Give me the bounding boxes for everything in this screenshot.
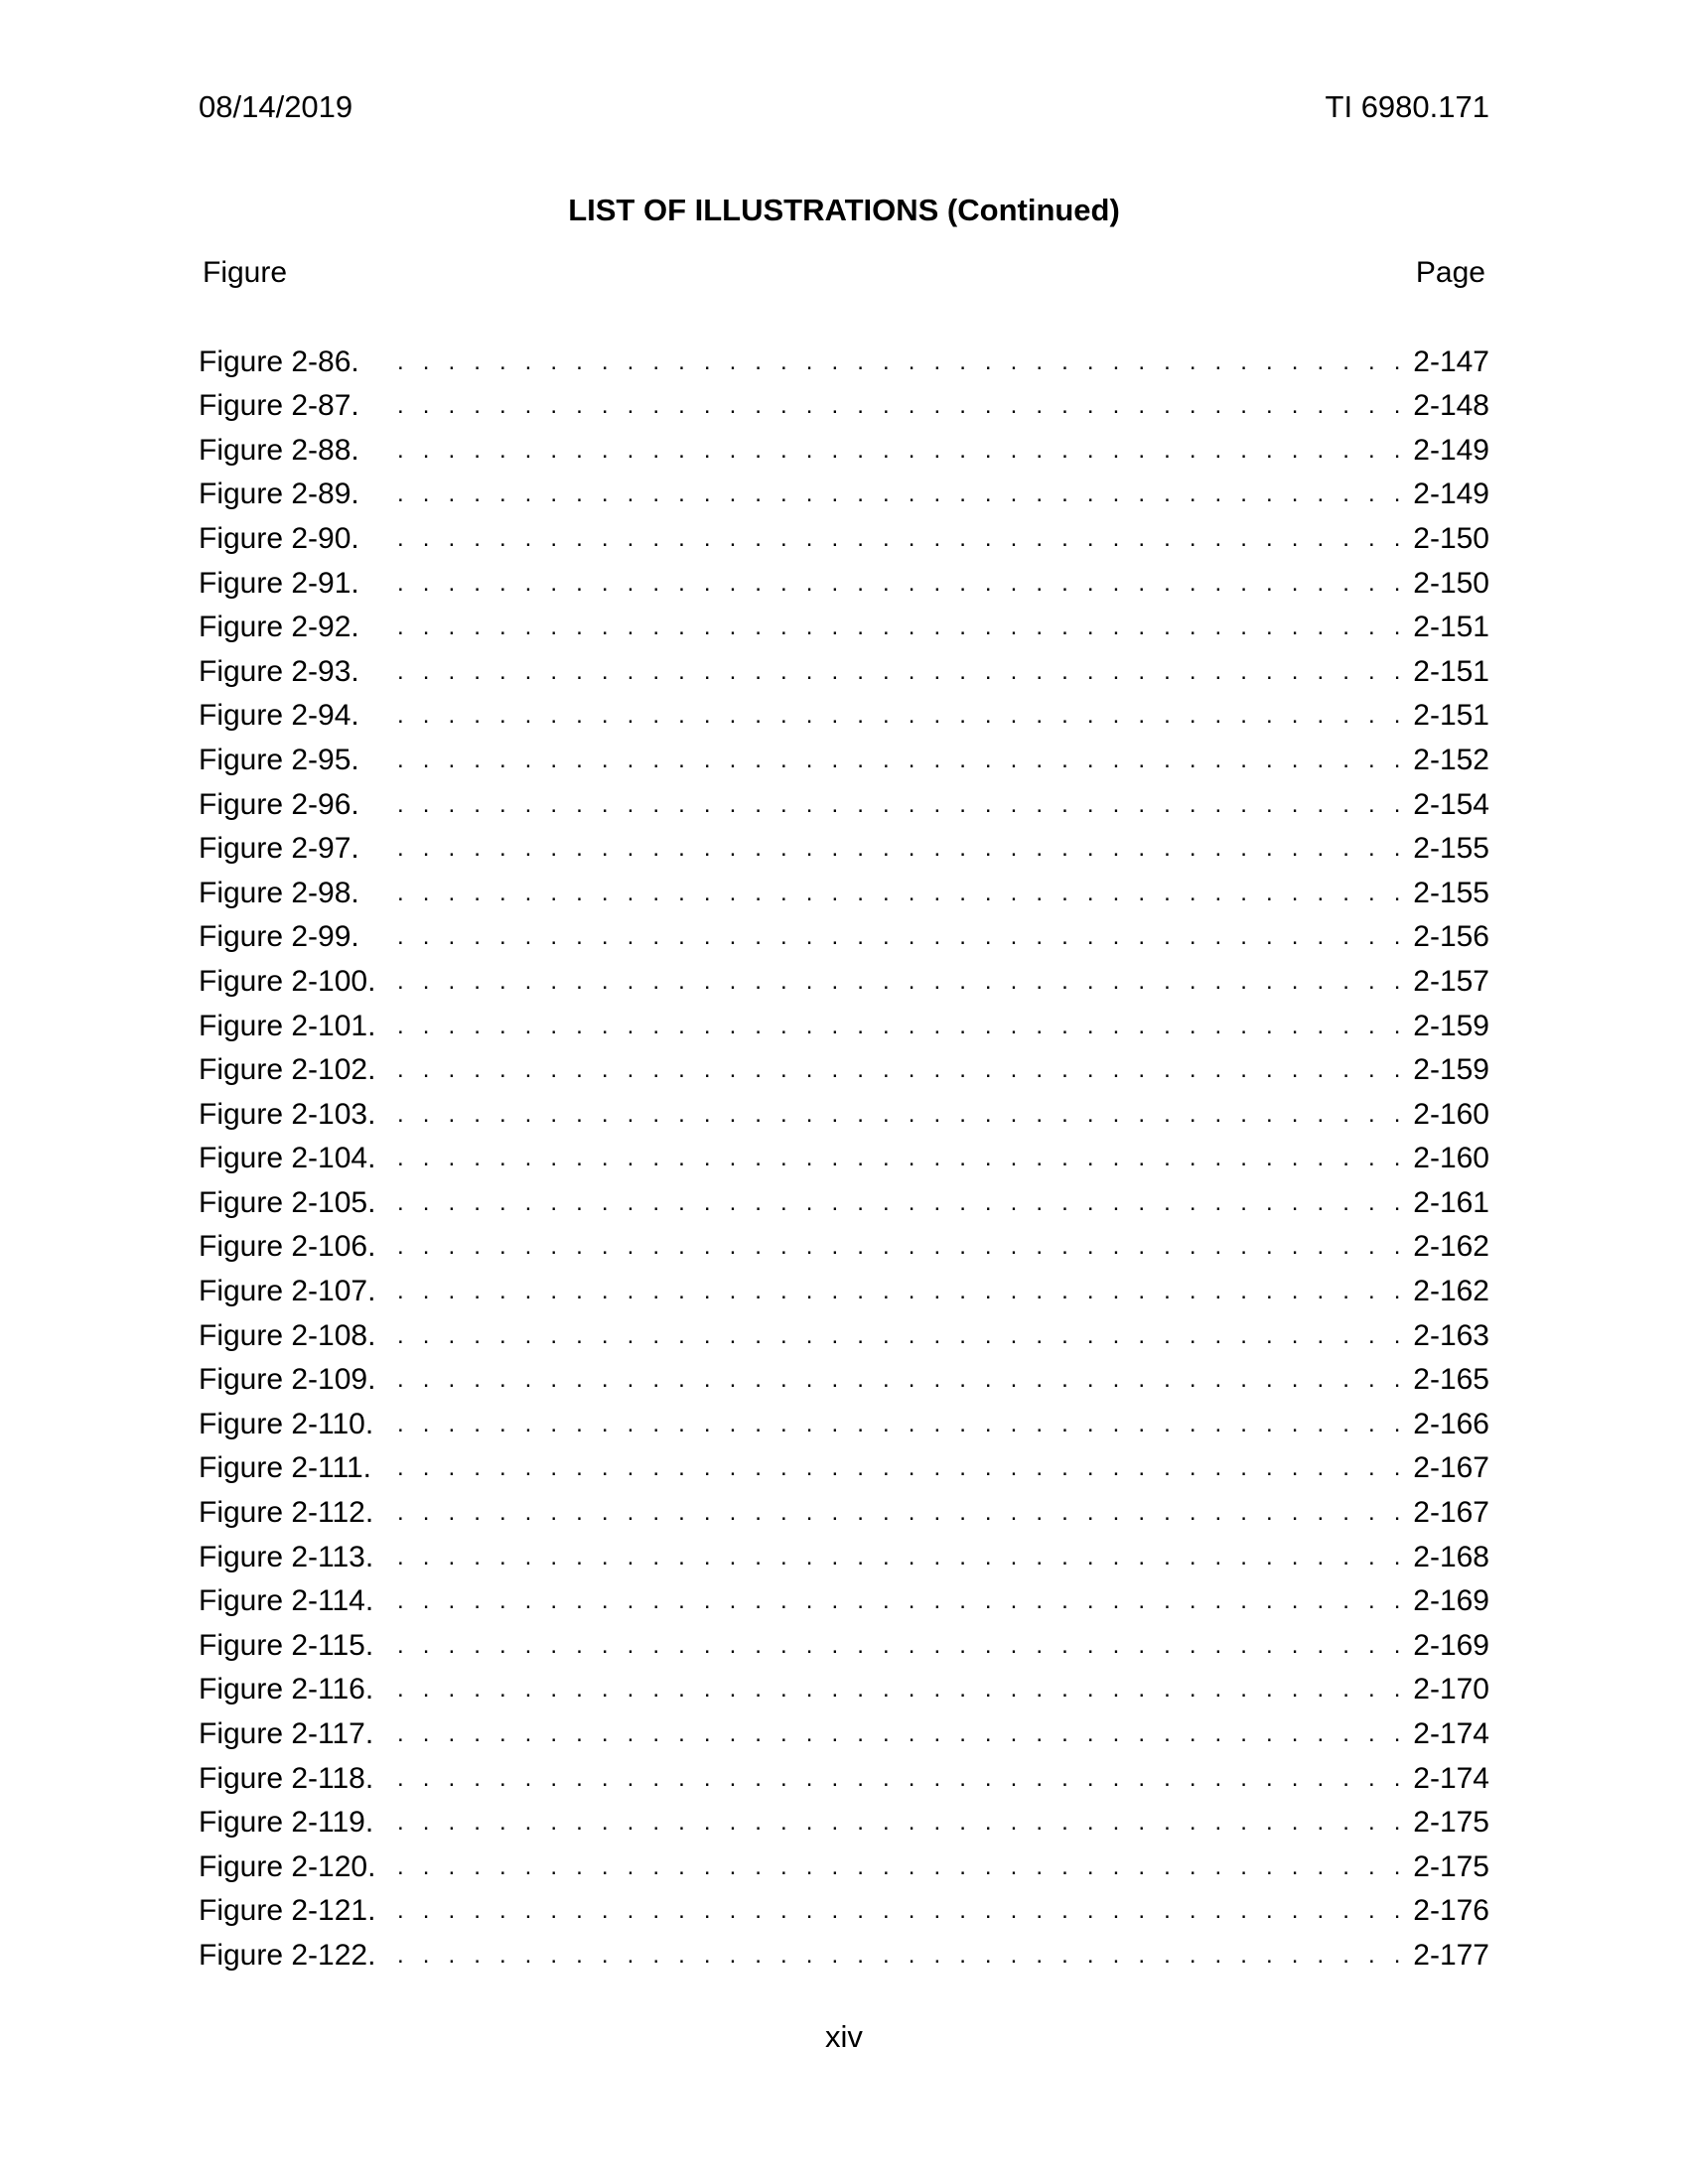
figure-label: Figure 2-94.: [199, 699, 359, 733]
figure-label: Figure 2-104.: [199, 1142, 376, 1175]
dot-leader: [397, 342, 1411, 382]
dot-leader: [397, 1847, 1411, 1887]
figure-page-ref: 2-163: [1413, 1318, 1489, 1352]
list-item: [199, 780, 1489, 825]
figure-page-ref: 2-162: [1413, 1230, 1489, 1264]
dot-leader: [397, 1626, 1411, 1666]
list-item: [199, 957, 1489, 1002]
dot-leader: [397, 1670, 1411, 1709]
figure-label: Figure 2-89.: [199, 478, 359, 511]
header-date: 08/14/2019: [199, 89, 353, 124]
figure-label: Figure 2-86.: [199, 344, 359, 378]
list-item: [199, 913, 1489, 958]
figure-label: Figure 2-111.: [199, 1451, 371, 1485]
figure-page-ref: 2-168: [1413, 1540, 1489, 1573]
dot-leader: [397, 1448, 1411, 1488]
figure-label: Figure 2-87.: [199, 389, 359, 423]
figure-label: Figure 2-105.: [199, 1185, 376, 1219]
figure-label: Figure 2-100.: [199, 964, 376, 998]
list-item: [199, 869, 1489, 913]
figure-label: Figure 2-112.: [199, 1496, 374, 1530]
dot-leader: [397, 1891, 1411, 1931]
figure-page-ref: 2-166: [1413, 1407, 1489, 1440]
figure-column-heading: Figure: [203, 256, 288, 289]
figure-label: Figure 2-114.: [199, 1584, 374, 1618]
figure-label: Figure 2-106.: [199, 1230, 376, 1264]
list-item: [199, 736, 1489, 780]
list-item: [199, 514, 1489, 559]
page-header: [199, 87, 1489, 127]
figure-label: Figure 2-121.: [199, 1894, 376, 1928]
figure-label: Figure 2-103.: [199, 1097, 376, 1131]
figure-page-ref: 2-174: [1413, 1761, 1489, 1795]
list-item: [199, 1754, 1489, 1799]
dot-leader: [397, 386, 1411, 426]
dot-leader: [397, 1183, 1411, 1223]
figure-page-ref: 2-162: [1413, 1275, 1489, 1308]
list-item: [199, 1621, 1489, 1666]
figure-label: Figure 2-92.: [199, 611, 359, 644]
figure-page-ref: 2-167: [1413, 1496, 1489, 1530]
figure-label: Figure 2-90.: [199, 521, 359, 555]
dot-leader: [397, 785, 1411, 825]
dot-leader: [397, 1272, 1411, 1311]
figure-label: Figure 2-110.: [199, 1407, 374, 1440]
figure-label: Figure 2-101.: [199, 1009, 376, 1042]
list-item: [199, 1887, 1489, 1932]
list-item: [199, 1267, 1489, 1311]
figure-page-ref: 2-155: [1413, 876, 1489, 909]
list-item: [199, 692, 1489, 737]
figure-page-ref: 2-176: [1413, 1894, 1489, 1928]
figure-label: Figure 2-93.: [199, 654, 359, 688]
figure-page-ref: 2-155: [1413, 832, 1489, 866]
dot-leader: [397, 1139, 1411, 1178]
list-item: [199, 1666, 1489, 1710]
figure-page-ref: 2-151: [1413, 699, 1489, 733]
figure-label: Figure 2-117.: [199, 1717, 374, 1750]
figure-label: Figure 2-98.: [199, 876, 359, 909]
list-item: [199, 1488, 1489, 1533]
dot-leader: [397, 1316, 1411, 1356]
figure-page-ref: 2-148: [1413, 389, 1489, 423]
list-item: [199, 1090, 1489, 1135]
figure-page-ref: 2-169: [1413, 1628, 1489, 1662]
figure-page-ref: 2-149: [1413, 433, 1489, 467]
list-item: [199, 1135, 1489, 1179]
figure-label: Figure 2-120.: [199, 1849, 376, 1883]
dot-leader: [397, 1007, 1411, 1046]
list-item: [199, 1577, 1489, 1622]
figure-label: Figure 2-99.: [199, 920, 359, 954]
list-item: [199, 1444, 1489, 1489]
figure-label: Figure 2-96.: [199, 787, 359, 821]
figure-label: Figure 2-97.: [199, 832, 359, 866]
figure-page-ref: 2-150: [1413, 521, 1489, 555]
figure-page-ref: 2-160: [1413, 1097, 1489, 1131]
dot-leader: [397, 741, 1411, 780]
figure-label: Figure 2-95.: [199, 743, 359, 776]
figure-page-ref: 2-147: [1413, 344, 1489, 378]
dot-leader: [397, 431, 1411, 471]
list-item: [199, 1931, 1489, 1976]
figure-label: Figure 2-91.: [199, 566, 359, 600]
dot-leader: [397, 1095, 1411, 1135]
dot-leader: [397, 1493, 1411, 1533]
list-item: [199, 1223, 1489, 1268]
figure-page-ref: 2-149: [1413, 478, 1489, 511]
list-item: [199, 1400, 1489, 1444]
page-column-heading: Page: [1415, 256, 1485, 289]
dot-leader: [397, 475, 1411, 514]
figure-page-ref: 2-157: [1413, 964, 1489, 998]
dot-leader: [397, 696, 1411, 736]
dot-leader: [397, 829, 1411, 869]
header-document-number: TI 6980.171: [1325, 89, 1489, 124]
figure-page-ref: 2-156: [1413, 920, 1489, 954]
figure-page-ref: 2-174: [1413, 1717, 1489, 1750]
figure-page-ref: 2-160: [1413, 1142, 1489, 1175]
list-item: [199, 647, 1489, 692]
dot-leader: [397, 1360, 1411, 1400]
figure-page-ref: 2-151: [1413, 654, 1489, 688]
list-item: [199, 1799, 1489, 1843]
dot-leader: [397, 1803, 1411, 1843]
dot-leader: [397, 1714, 1411, 1754]
figure-page-ref: 2-159: [1413, 1009, 1489, 1042]
figure-label: Figure 2-113.: [199, 1540, 374, 1573]
figure-page-ref: 2-159: [1413, 1053, 1489, 1087]
figure-label: Figure 2-116.: [199, 1673, 374, 1706]
figure-page-ref: 2-161: [1413, 1185, 1489, 1219]
column-headings: [203, 253, 1485, 293]
dot-leader: [397, 1581, 1411, 1621]
figure-page-ref: 2-177: [1413, 1938, 1489, 1972]
figure-label: Figure 2-108.: [199, 1318, 376, 1352]
dot-leader: [397, 1405, 1411, 1444]
figure-label: Figure 2-107.: [199, 1275, 376, 1308]
dot-leader: [397, 962, 1411, 1002]
list-item: [199, 559, 1489, 604]
list-item: [199, 1178, 1489, 1223]
list-item: [199, 1311, 1489, 1356]
dot-leader: [397, 1936, 1411, 1976]
figure-page-ref: 2-152: [1413, 743, 1489, 776]
dot-leader: [397, 1050, 1411, 1090]
figure-page-ref: 2-169: [1413, 1584, 1489, 1618]
figure-page-ref: 2-165: [1413, 1363, 1489, 1397]
dot-leader: [397, 1759, 1411, 1799]
list-item: [199, 1533, 1489, 1577]
figure-label: Figure 2-119.: [199, 1806, 374, 1840]
figure-label: Figure 2-122.: [199, 1938, 376, 1972]
dot-leader: [397, 874, 1411, 913]
figure-page-ref: 2-170: [1413, 1673, 1489, 1706]
list-item: [199, 1709, 1489, 1754]
figure-page-ref: 2-151: [1413, 611, 1489, 644]
figure-label: Figure 2-115.: [199, 1628, 374, 1662]
dot-leader: [397, 564, 1411, 604]
figure-label: Figure 2-102.: [199, 1053, 376, 1087]
list-item: [199, 426, 1489, 471]
list-item: [199, 338, 1489, 382]
list-item: [199, 471, 1489, 515]
dot-leader: [397, 608, 1411, 647]
illustrations-list: [199, 338, 1489, 1976]
figure-page-ref: 2-154: [1413, 787, 1489, 821]
list-item: [199, 825, 1489, 870]
list-item: [199, 1356, 1489, 1401]
list-item: [199, 1843, 1489, 1887]
figure-label: Figure 2-118.: [199, 1761, 374, 1795]
page-number: xiv: [825, 2019, 863, 2054]
dot-leader: [397, 519, 1411, 559]
figure-label: Figure 2-88.: [199, 433, 359, 467]
dot-leader: [397, 917, 1411, 957]
figure-page-ref: 2-167: [1413, 1451, 1489, 1485]
list-item: [199, 1002, 1489, 1046]
figure-label: Figure 2-109.: [199, 1363, 376, 1397]
page-title: LIST OF ILLUSTRATIONS (Continued): [568, 193, 1120, 227]
dot-leader: [397, 1538, 1411, 1577]
figure-page-ref: 2-175: [1413, 1806, 1489, 1840]
dot-leader: [397, 1227, 1411, 1267]
list-item: [199, 1046, 1489, 1091]
dot-leader: [397, 652, 1411, 692]
figure-page-ref: 2-175: [1413, 1849, 1489, 1883]
list-item: [199, 604, 1489, 648]
figure-page-ref: 2-150: [1413, 566, 1489, 600]
list-item: [199, 382, 1489, 427]
